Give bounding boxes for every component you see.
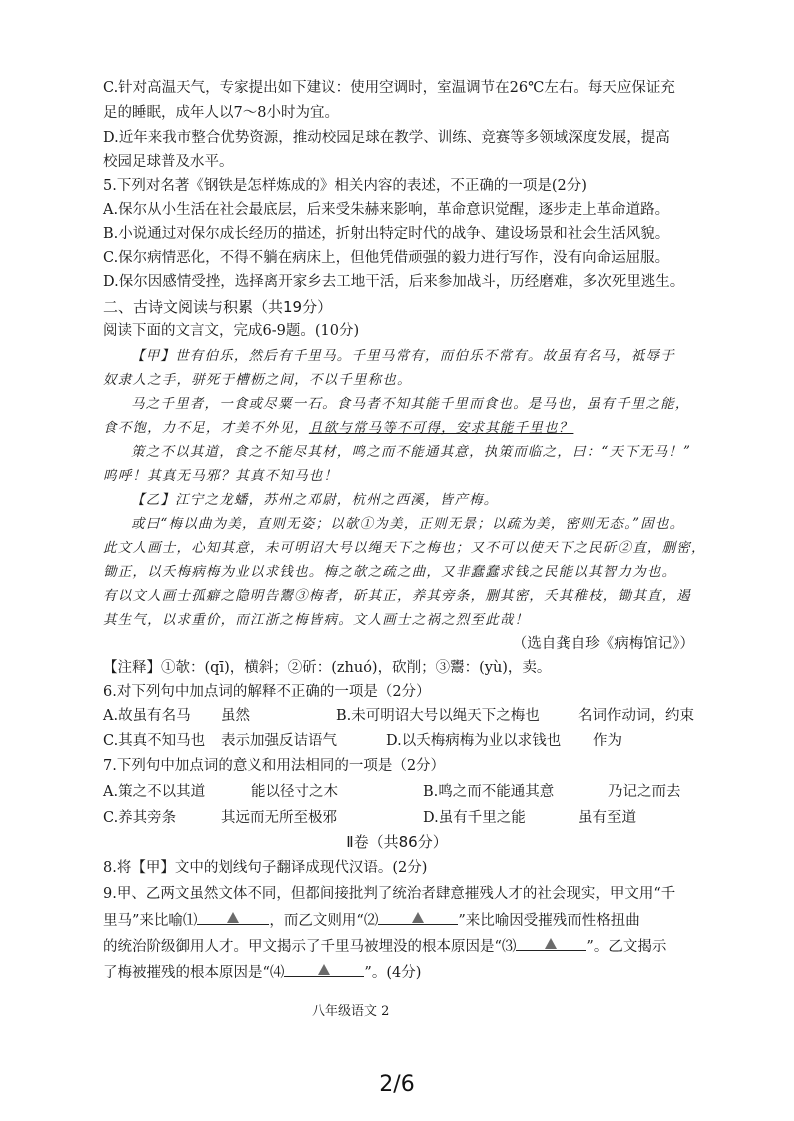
question-9-line-4-text-a: 了梅被摧残的根本原因是“⑷ [103,965,285,981]
question-7-option-c-compare: 其远而无所至极邪 [221,810,337,826]
passage-jia-line-1: 【甲】世有伯乐，然后有千里马。千里马常有，而伯乐不常有。故虽有名马，祗辱于 [131,348,675,364]
question-5-option-d: D.保尔因感情受挫，选择离开家乡去工地干活，后来参加战斗，历经磨难，多次死里逃生。 [103,274,685,290]
option-c-line-2: 足的睡眠，成年人以7～8小时为宜。 [103,105,339,121]
question-9-line-2-text-c: ”来比喻因受摧残而性格扭曲 [458,913,640,929]
passage-yi-line-1: 【乙】江宁之龙蟠，苏州之邓尉，杭州之西溪，皆产梅。 [131,492,499,508]
answer-blank-1[interactable] [197,910,269,925]
question-6-option-b-meaning: 名词作动词，约束 [578,708,694,724]
passage-jia-line-2: 奴隶人之手，骈死于槽枥之间，不以千里称也。 [103,372,412,388]
passage-source: （选自龚自珍《病梅馆记》） [512,636,694,652]
triangle-icon [545,938,557,949]
underlined-sentence: 且欲与常马等不可得，安求其能千里也？ [308,420,574,436]
question-7-option-a-compare: 能以径寸之木 [251,784,338,800]
question-9-line-2-text-b: ，而乙文则用“⑵ [269,913,379,929]
passage-yi-line-5: 有以文人画士孤癖之隐明告鬻③梅者，斫其正，养其旁条，删其密，夭其稚枝，锄其直，遏 [103,588,691,604]
question-9-line-1: 9.甲、乙两文虽然文体不同，但都间接批判了统治者肆意摧残人才的社会现实，甲文用“千 [103,886,676,902]
reading-intro: 阅读下面的文言文，完成6-9题。(10分) [103,323,360,339]
page-footer: 八年级语文 2 [312,1004,390,1019]
question-5-option-c: C.保尔病情恶化，不得不躺在病床上，但他凭借顽强的毅力进行写作，没有向命运屈服。 [103,250,670,266]
answer-blank-3[interactable] [516,936,586,951]
question-7-option-b-sentence: B.鸣之而不能通其意 [423,784,555,800]
page-number: 2/6 [379,1072,415,1097]
question-9-line-3-text-b: ”。乙文揭示 [586,939,667,955]
question-7-option-d-sentence: D.虽有千里之能 [423,810,526,826]
question-8: 8.将【甲】文中的划线句子翻译成现代汉语。(2分) [103,860,428,876]
option-d-line-1: D.近年来我市整合优势资源，推动校园足球在教学、训练、竞赛等多领域深度发展，提高 [103,130,670,146]
section-2-heading: 二、古诗文阅读与积累（共19分） [103,298,333,316]
passage-yi-line-3: 此文人画士，心知其意，未可明诏大号以绳天下之梅也；又不可以使天下之民斫②直，删密， [103,540,706,556]
question-5: 5.下列对名著《钢铁是怎样炼成的》相关内容的表述，不正确的一项是(2分) [103,178,587,194]
passage-yi-line-6: 其生气，以求重价，而江浙之梅皆病。文人画士之祸之烈至此哉！ [103,612,530,628]
annotations: 【注释】①欹：(qī)，横斜；②斫：(zhuó)，砍削；③鬻：(yù)，卖。 [103,660,552,676]
question-6-option-d-meaning: 作为 [593,733,622,749]
question-7: 7.下列句中加点词的意义和用法相同的一项是（2分） [103,758,446,774]
question-6-option-a-sentence: A.故虽有名马 [103,708,191,724]
question-6-option-a-meaning: 虽然 [221,708,250,724]
passage-yi-line-2: 或曰“梅以曲为美，直则无姿；以欹①为美，正则无景；以疏为美，密则无态。”固也。 [131,516,685,532]
question-7-option-a-sentence: A.策之不以其道 [103,784,206,800]
question-5-option-b: B.小说通过对保尔成长经历的描述，折射出特定时代的战争、建设场景和社会生活风貌。 [103,226,670,242]
question-9-line-2 [103,910,640,931]
option-c-line-1: C.针对高温天气，专家提出如下建议：使用空调时，室温调节在26℃左右。每天应保证充 [103,80,675,96]
question-6-option-d-sentence: D.以夭梅病梅为业以求钱也 [386,733,562,749]
question-9-line-3-text-a: 的统治阶级御用人才。甲文揭示了千里马被埋没的根本原因是“⑶ [103,939,517,955]
question-6-option-c-sentence: C.其真不知马也 [103,733,206,749]
answer-blank-2[interactable] [378,910,458,925]
triangle-icon [227,912,239,923]
question-6-option-a [103,706,694,726]
passage-jia-line-6: 呜呼！其真无马邪？其真不知马也！ [103,468,339,484]
question-9-line-2-text-a: 里马”来比喻⑴ [103,913,198,929]
option-d-line-2: 校园足球普及水平。 [103,154,234,170]
question-7-option-b-compare: 乃记之而去 [608,784,681,800]
passage-jia-line-4 [103,418,573,438]
question-7-options-cd [103,808,636,828]
question-7-option-d-compare: 虽有至道 [578,810,636,826]
question-5-option-a: A.保尔从小生活在社会最底层，后来受朱赫来影响，革命意识觉醒，逐步走上革命道路。 [103,202,670,218]
question-6-option-c-meaning: 表示加强反诘语气 [221,733,337,749]
passage-jia-line-3: 马之千里者，一食或尽粟一石。食马者不知其能千里而食也。是马也，虽有千里之能， [131,396,690,412]
question-9-line-4 [103,962,421,983]
volume-2-heading: Ⅱ卷（共86分） [346,833,448,851]
passage-jia-line-4-text: 食不饱，力不足，才美不外见， [103,420,309,436]
question-6: 6.对下列句中加点词的解释不正确的一项是（2分） [103,684,431,700]
triangle-icon [318,964,330,975]
question-9-line-4-text-b: ”。(4分) [364,965,422,981]
answer-blank-4[interactable] [284,962,364,977]
question-7-options-ab [103,782,681,802]
passage-yi-line-4: 锄正，以夭梅病梅为业以求钱也。梅之欹之疏之曲，又非蠢蠢求钱之民能以其智力为也。 [103,564,677,580]
question-6-option-b-sentence: B.未可明诏大号以绳天下之梅也 [336,708,540,724]
passage-jia-line-5: 策之不以其道，食之不能尽其材，鸣之而不能通其意，执策而临之，曰：“天下无马！” [131,444,692,460]
question-9-line-3 [103,936,666,957]
question-6-option-c [103,731,622,751]
triangle-icon [412,912,424,923]
question-7-option-c-sentence: C.养其旁条 [103,810,177,826]
